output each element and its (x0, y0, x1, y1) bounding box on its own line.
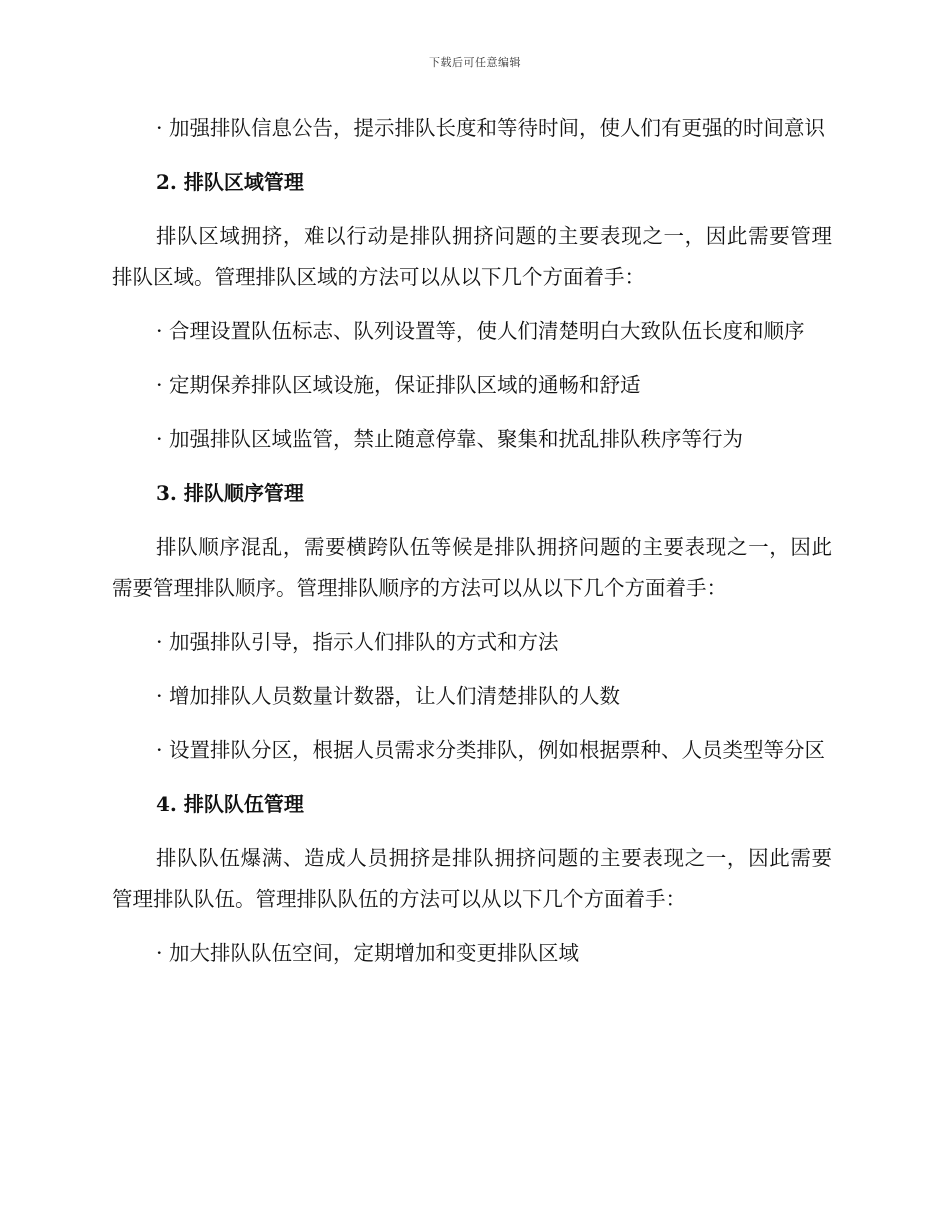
body-paragraph: 排队队伍爆满、造成人员拥挤是排队拥挤问题的主要表现之一，因此需要管理排队队伍。管理排队队伍的方法可以从以下几个方面着手： (112, 846, 832, 911)
body-paragraph: 排队区域拥挤，难以行动是排队拥挤问题的主要表现之一，因此需要管理排队区域。管理排队区域的方法可以从以下几个方面着手： (112, 224, 832, 289)
section-heading: 3. 排队顺序管理 (156, 481, 304, 505)
bullet-item: · 加强排队区域监管，禁止随意停靠、聚集和扰乱排队秩序等行为 (156, 427, 744, 451)
bullet-item: · 定期保养排队区域设施，保证排队区域的通畅和舒适 (156, 373, 641, 397)
page-header: 下载后可任意编辑 (429, 56, 521, 69)
bullet-item: · 设置排队分区，根据人员需求分类排队，例如根据票种、人员类型等分区 (156, 738, 826, 762)
document-body (112, 108, 832, 987)
section-heading: 4. 排队队伍管理 (156, 792, 304, 816)
bullet-item: · 加大排队队伍空间，定期增加和变更排队区域 (156, 941, 580, 965)
bullet-item: · 加强排队信息公告，提示排队长度和等待时间，使人们有更强的时间意识 (156, 116, 826, 140)
body-paragraph: 排队顺序混乱，需要横跨队伍等候是排队拥挤问题的主要表现之一，因此需要管理排队顺序。管理排队顺序的方法可以从以下几个方面着手： (112, 535, 832, 600)
bullet-item: · 合理设置队伍标志、队列设置等，使人们清楚明白大致队伍长度和顺序 (156, 319, 805, 343)
bullet-item: · 增加排队人员数量计数器，让人们清楚排队的人数 (156, 684, 621, 708)
section-heading: 2. 排队区域管理 (156, 170, 304, 194)
bullet-item: · 加强排队引导，指示人们排队的方式和方法 (156, 630, 559, 654)
